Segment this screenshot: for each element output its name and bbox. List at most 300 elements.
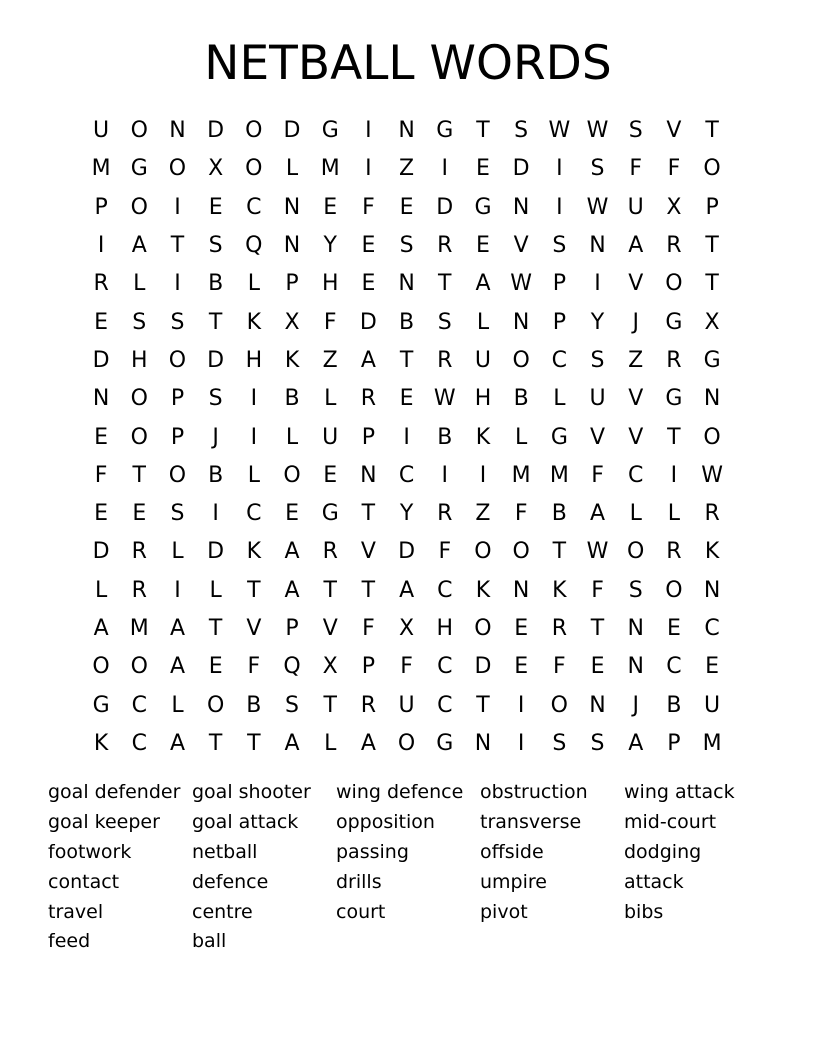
grid-letter: V bbox=[513, 233, 529, 259]
grid-letter: R bbox=[131, 577, 147, 603]
word-list-item: goal attack bbox=[192, 811, 299, 834]
grid-row bbox=[82, 112, 732, 150]
grid-letter: U bbox=[627, 194, 644, 220]
grid-letter: I bbox=[250, 386, 258, 412]
grid-letter: F bbox=[94, 462, 108, 488]
grid-letter: E bbox=[399, 194, 414, 220]
grid-letter: L bbox=[133, 271, 146, 297]
grid-letter: T bbox=[552, 539, 567, 565]
grid-letter: O bbox=[130, 386, 148, 412]
grid-letter: B bbox=[666, 692, 682, 718]
grid-letter: F bbox=[591, 577, 604, 603]
word-list-item: mid-court bbox=[624, 811, 717, 834]
grid-letter: N bbox=[283, 194, 301, 220]
word-list-item: offside bbox=[480, 840, 544, 863]
grid-letter: X bbox=[704, 309, 720, 335]
grid-letter: S bbox=[285, 692, 300, 718]
grid-letter: D bbox=[92, 347, 110, 373]
word-list-row bbox=[48, 778, 788, 808]
grid-letter: V bbox=[628, 424, 644, 450]
word-list-row bbox=[48, 897, 788, 927]
grid-row bbox=[82, 303, 732, 341]
grid-letter: T bbox=[247, 577, 261, 603]
grid-letter: N bbox=[703, 577, 721, 603]
grid-letter: O bbox=[130, 654, 148, 680]
page-title: NETBALL WORDS bbox=[204, 36, 612, 91]
grid-letter: S bbox=[552, 730, 567, 756]
grid-letter: D bbox=[207, 347, 225, 373]
grid-letter: M bbox=[702, 730, 722, 756]
grid-letter: K bbox=[552, 577, 567, 603]
grid-letter: I bbox=[556, 194, 563, 220]
grid-letter: T bbox=[208, 616, 223, 641]
grid-letter: M bbox=[549, 462, 569, 488]
grid-row bbox=[82, 457, 732, 495]
grid-row bbox=[82, 686, 732, 724]
word-list-item: pivot bbox=[480, 900, 528, 923]
grid-letter: O bbox=[130, 194, 148, 220]
grid-letter: O bbox=[397, 730, 416, 756]
grid-letter: T bbox=[476, 692, 490, 718]
grid-letter: M bbox=[511, 462, 531, 488]
grid-letter: H bbox=[436, 616, 454, 641]
grid-letter: P bbox=[94, 194, 108, 220]
grid-row bbox=[82, 610, 732, 648]
grid-letter: O bbox=[550, 692, 568, 718]
grid-letter: P bbox=[285, 271, 299, 297]
grid-letter: A bbox=[284, 539, 300, 565]
grid-letter: I bbox=[441, 156, 449, 182]
grid-letter: L bbox=[324, 386, 337, 412]
grid-row bbox=[82, 189, 732, 227]
grid-letter: O bbox=[512, 539, 530, 565]
grid-letter: S bbox=[628, 577, 643, 603]
grid-letter: S bbox=[590, 156, 605, 182]
grid-letter: P bbox=[705, 194, 719, 220]
grid-letter: E bbox=[361, 271, 376, 297]
grid-letter: L bbox=[515, 424, 528, 450]
grid-letter: A bbox=[169, 654, 185, 680]
word-list-item: defence bbox=[192, 870, 269, 893]
grid-letter: I bbox=[517, 730, 525, 756]
word-list-item: wing defence bbox=[336, 781, 464, 804]
grid-letter: Q bbox=[283, 654, 301, 680]
grid-letter: N bbox=[512, 309, 530, 335]
grid-letter: L bbox=[94, 577, 108, 603]
grid-letter: Y bbox=[590, 309, 605, 335]
grid-letter: D bbox=[283, 118, 301, 144]
grid-letter: P bbox=[552, 309, 566, 335]
grid-letter: D bbox=[474, 654, 492, 680]
grid-letter: I bbox=[479, 462, 487, 488]
word-list-item: passing bbox=[336, 840, 409, 863]
grid-letter: R bbox=[551, 616, 567, 641]
grid-letter: C bbox=[131, 730, 147, 756]
grid-letter: R bbox=[666, 539, 682, 565]
grid-letter: C bbox=[131, 692, 147, 718]
grid-letter: O bbox=[665, 577, 683, 603]
grid-letter: X bbox=[399, 616, 415, 641]
grid-letter: D bbox=[207, 118, 225, 144]
grid-letter: Z bbox=[475, 501, 491, 527]
grid-letter: E bbox=[514, 616, 529, 641]
word-list-item: umpire bbox=[480, 870, 547, 893]
grid-letter: K bbox=[246, 309, 262, 335]
grid-letter: E bbox=[666, 616, 681, 641]
grid-letter: T bbox=[476, 118, 490, 144]
grid-letter: F bbox=[667, 156, 681, 182]
grid-letter: L bbox=[247, 271, 260, 297]
grid-letter: A bbox=[628, 730, 644, 756]
grid-row bbox=[82, 495, 732, 533]
grid-letter: E bbox=[705, 654, 720, 680]
grid-letter: P bbox=[667, 730, 681, 756]
grid-row bbox=[82, 150, 732, 188]
grid-letter: Q bbox=[245, 233, 263, 259]
grid-letter: E bbox=[323, 194, 338, 220]
grid-letter: A bbox=[284, 730, 300, 756]
grid-letter: O bbox=[168, 347, 187, 373]
grid-letter: O bbox=[206, 692, 225, 718]
grid-letter: U bbox=[93, 118, 110, 144]
grid-letter: Z bbox=[399, 156, 415, 182]
grid-letter: T bbox=[361, 577, 376, 603]
grid-letter: F bbox=[362, 616, 375, 641]
grid-letter: E bbox=[323, 462, 338, 488]
grid-letter: P bbox=[285, 616, 299, 641]
grid-letter: S bbox=[399, 233, 414, 259]
grid-letter: V bbox=[246, 616, 262, 641]
grid-letter: A bbox=[169, 616, 185, 641]
grid-letter: U bbox=[322, 424, 339, 450]
grid-letter: O bbox=[245, 156, 263, 182]
grid-letter: L bbox=[667, 501, 681, 527]
grid-letter: W bbox=[586, 118, 609, 144]
grid-letter: L bbox=[285, 156, 299, 182]
grid-row bbox=[82, 342, 732, 380]
grid-letter: N bbox=[703, 386, 721, 412]
grid-letter: S bbox=[514, 118, 529, 144]
grid-letter: A bbox=[360, 730, 376, 756]
grid-letter: N bbox=[589, 233, 606, 259]
grid-letter: Y bbox=[399, 501, 414, 527]
grid-letter: T bbox=[323, 692, 337, 718]
grid-letter: I bbox=[517, 692, 525, 718]
grid-letter: N bbox=[92, 386, 110, 412]
grid-letter: G bbox=[321, 501, 339, 527]
grid-letter: I bbox=[174, 271, 181, 297]
grid-letter: E bbox=[94, 424, 109, 450]
grid-letter: Z bbox=[628, 347, 644, 373]
grid-letter: A bbox=[131, 233, 147, 259]
grid-letter: L bbox=[171, 539, 184, 565]
grid-letter: E bbox=[476, 233, 490, 259]
grid-letter: G bbox=[474, 194, 492, 220]
grid-letter: O bbox=[130, 118, 148, 144]
grid-letter: O bbox=[168, 156, 187, 182]
grid-letter: H bbox=[131, 347, 148, 373]
grid-letter: C bbox=[398, 462, 415, 488]
grid-letter: T bbox=[705, 118, 719, 144]
word-list-item: obstruction bbox=[480, 781, 588, 804]
grid-row bbox=[82, 380, 732, 418]
grid-letter: T bbox=[323, 577, 337, 603]
grid-letter: C bbox=[666, 654, 682, 680]
grid-letter: G bbox=[550, 424, 568, 450]
grid-letter: W bbox=[433, 386, 456, 412]
grid-letter: B bbox=[208, 462, 224, 488]
grid-letter: I bbox=[174, 577, 181, 603]
grid-letter: R bbox=[360, 692, 377, 718]
grid-letter: R bbox=[666, 233, 682, 259]
grid-letter: F bbox=[323, 309, 337, 335]
grid-letter: U bbox=[474, 347, 492, 373]
grid-letter: B bbox=[399, 309, 415, 335]
grid-letter: G bbox=[665, 309, 683, 335]
grid-letter: E bbox=[285, 501, 299, 527]
grid-letter: S bbox=[590, 730, 605, 756]
grid-letter: K bbox=[475, 424, 491, 450]
word-search-grid bbox=[82, 112, 732, 763]
grid-row bbox=[82, 648, 732, 686]
grid-letter: R bbox=[704, 501, 720, 527]
grid-letter: C bbox=[437, 577, 453, 603]
grid-letter: A bbox=[360, 347, 376, 373]
grid-letter: N bbox=[169, 118, 186, 144]
grid-letter: O bbox=[474, 616, 492, 641]
word-list-item: goal defender bbox=[48, 781, 181, 804]
grid-letter: U bbox=[398, 692, 415, 718]
grid-letter: D bbox=[359, 309, 377, 335]
grid-letter: K bbox=[475, 577, 491, 603]
grid-letter: T bbox=[590, 616, 605, 641]
grid-letter: U bbox=[704, 692, 721, 718]
grid-letter: P bbox=[361, 424, 376, 450]
grid-letter: V bbox=[360, 539, 376, 565]
grid-letter: G bbox=[92, 692, 110, 718]
grid-letter: O bbox=[245, 118, 263, 144]
grid-row bbox=[82, 725, 732, 763]
grid-letter: E bbox=[208, 194, 223, 220]
grid-letter: F bbox=[591, 462, 604, 488]
grid-letter: G bbox=[321, 118, 339, 144]
grid-letter: I bbox=[403, 424, 410, 450]
grid-letter: T bbox=[247, 730, 261, 756]
grid-letter: I bbox=[594, 271, 601, 297]
grid-letter: C bbox=[246, 501, 262, 527]
word-list-row bbox=[48, 927, 788, 957]
grid-letter: L bbox=[476, 309, 490, 335]
grid-letter: N bbox=[627, 654, 644, 680]
grid-letter: N bbox=[474, 730, 492, 756]
grid-letter: B bbox=[437, 424, 453, 450]
grid-letter: M bbox=[320, 156, 340, 182]
grid-letter: G bbox=[130, 156, 148, 182]
grid-letter: S bbox=[590, 347, 605, 373]
grid-letter: V bbox=[628, 271, 644, 297]
grid-letter: E bbox=[132, 501, 147, 527]
word-list-item: drills bbox=[336, 870, 382, 893]
grid-letter: E bbox=[94, 309, 109, 335]
word-list-item: transverse bbox=[480, 811, 582, 834]
grid-letter: O bbox=[703, 156, 721, 182]
grid-letter: R bbox=[666, 347, 682, 373]
grid-letter: A bbox=[475, 271, 491, 297]
grid-letter: O bbox=[512, 347, 530, 373]
grid-letter: W bbox=[586, 194, 609, 220]
grid-letter: V bbox=[666, 118, 682, 144]
grid-letter: R bbox=[322, 539, 338, 565]
grid-letter: K bbox=[284, 347, 300, 373]
word-list-item: footwork bbox=[48, 840, 132, 863]
grid-letter: P bbox=[170, 424, 185, 450]
word-list-item: bibs bbox=[624, 900, 664, 923]
grid-letter: X bbox=[666, 194, 682, 220]
word-list-item: goal keeper bbox=[48, 811, 160, 834]
grid-letter: P bbox=[552, 271, 566, 297]
grid-letter: H bbox=[474, 386, 492, 412]
grid-letter: G bbox=[665, 386, 683, 412]
grid-letter: E bbox=[476, 156, 490, 182]
grid-letter: B bbox=[551, 501, 567, 527]
word-list-item: feed bbox=[48, 930, 91, 953]
grid-letter: H bbox=[245, 347, 263, 373]
grid-letter: L bbox=[629, 501, 642, 527]
grid-letter: G bbox=[436, 730, 454, 756]
grid-letter: O bbox=[665, 271, 683, 297]
grid-letter: L bbox=[209, 577, 222, 603]
grid-row bbox=[82, 572, 732, 610]
grid-letter: I bbox=[365, 118, 372, 144]
grid-letter: I bbox=[212, 501, 219, 527]
grid-row bbox=[82, 265, 732, 303]
grid-letter: T bbox=[705, 233, 719, 259]
grid-letter: R bbox=[93, 271, 109, 297]
grid-letter: T bbox=[170, 233, 185, 259]
grid-letter: V bbox=[590, 424, 606, 450]
grid-letter: O bbox=[130, 424, 148, 450]
grid-letter: O bbox=[703, 424, 721, 450]
grid-letter: I bbox=[174, 194, 181, 220]
grid-letter: C bbox=[704, 616, 720, 641]
grid-letter: N bbox=[398, 118, 415, 144]
grid-letter: W bbox=[548, 118, 571, 144]
grid-letter: A bbox=[628, 233, 644, 259]
grid-letter: T bbox=[361, 501, 376, 527]
grid-letter: F bbox=[514, 501, 528, 527]
grid-letter: D bbox=[92, 539, 110, 565]
grid-letter: S bbox=[437, 309, 452, 335]
grid-letter: S bbox=[132, 309, 147, 335]
grid-letter: S bbox=[208, 233, 223, 259]
grid-letter: I bbox=[670, 462, 678, 488]
grid-letter: R bbox=[360, 386, 377, 412]
grid-letter: T bbox=[208, 730, 223, 756]
grid-letter: N bbox=[283, 233, 301, 259]
grid-letter: D bbox=[436, 194, 454, 220]
grid-letter: X bbox=[208, 156, 224, 182]
grid-letter: W bbox=[701, 462, 723, 488]
grid-letter: V bbox=[322, 616, 338, 641]
grid-letter: C bbox=[246, 194, 262, 220]
grid-letter: K bbox=[704, 539, 720, 565]
word-list-item: wing attack bbox=[624, 781, 735, 804]
grid-letter: E bbox=[590, 654, 605, 680]
grid-letter: J bbox=[632, 692, 639, 718]
word-list-item: court bbox=[336, 900, 386, 923]
grid-letter: I bbox=[441, 462, 449, 488]
grid-letter: U bbox=[589, 386, 606, 412]
grid-letter: E bbox=[399, 386, 414, 412]
grid-letter: R bbox=[131, 539, 147, 565]
word-list-item: attack bbox=[624, 870, 684, 893]
grid-letter: E bbox=[208, 654, 223, 680]
grid-letter: J bbox=[632, 309, 639, 335]
grid-letter: A bbox=[590, 501, 606, 527]
grid-letter: L bbox=[553, 386, 566, 412]
grid-letter: O bbox=[168, 462, 187, 488]
word-list-item: goal shooter bbox=[192, 781, 311, 804]
grid-letter: F bbox=[553, 654, 566, 680]
grid-letter: O bbox=[283, 462, 301, 488]
grid-letter: L bbox=[171, 692, 184, 718]
grid-letter: D bbox=[398, 539, 416, 565]
grid-letter: R bbox=[437, 501, 453, 527]
grid-row bbox=[82, 533, 732, 571]
grid-letter: D bbox=[512, 156, 530, 182]
grid-letter: B bbox=[246, 692, 262, 718]
grid-letter: I bbox=[250, 424, 258, 450]
grid-letter: E bbox=[94, 501, 109, 527]
grid-letter: I bbox=[365, 156, 372, 182]
grid-letter: P bbox=[170, 386, 185, 412]
grid-letter: Z bbox=[322, 347, 338, 373]
grid-letter: N bbox=[398, 271, 415, 297]
grid-letter: X bbox=[322, 654, 338, 680]
grid-letter: O bbox=[474, 539, 492, 565]
grid-letter: F bbox=[362, 194, 375, 220]
grid-letter: S bbox=[170, 309, 185, 335]
grid-letter: C bbox=[628, 462, 644, 488]
grid-letter: A bbox=[169, 730, 185, 756]
grid-letter: K bbox=[93, 730, 109, 756]
grid-letter: S bbox=[170, 501, 185, 527]
grid-letter: S bbox=[208, 386, 223, 412]
grid-letter: N bbox=[360, 462, 377, 488]
grid-letter: F bbox=[629, 156, 643, 182]
word-list-row bbox=[48, 838, 788, 868]
grid-letter: H bbox=[321, 271, 339, 297]
grid-letter: L bbox=[247, 462, 260, 488]
grid-letter: T bbox=[132, 462, 146, 488]
grid-letter: J bbox=[212, 424, 219, 450]
grid-letter: D bbox=[207, 539, 225, 565]
grid-letter: S bbox=[552, 233, 567, 259]
grid-letter: X bbox=[284, 309, 300, 335]
grid-letter: T bbox=[399, 347, 414, 373]
grid-letter: M bbox=[129, 616, 149, 641]
grid-letter: O bbox=[627, 539, 645, 565]
grid-letter: B bbox=[513, 386, 529, 412]
grid-letter: G bbox=[703, 347, 721, 373]
grid-letter: C bbox=[437, 654, 453, 680]
grid-letter: F bbox=[247, 654, 261, 680]
grid-letter: A bbox=[284, 577, 300, 603]
grid-letter: A bbox=[399, 577, 415, 603]
grid-letter: G bbox=[436, 118, 454, 144]
grid-letter: N bbox=[627, 616, 644, 641]
grid-letter: B bbox=[284, 386, 300, 412]
